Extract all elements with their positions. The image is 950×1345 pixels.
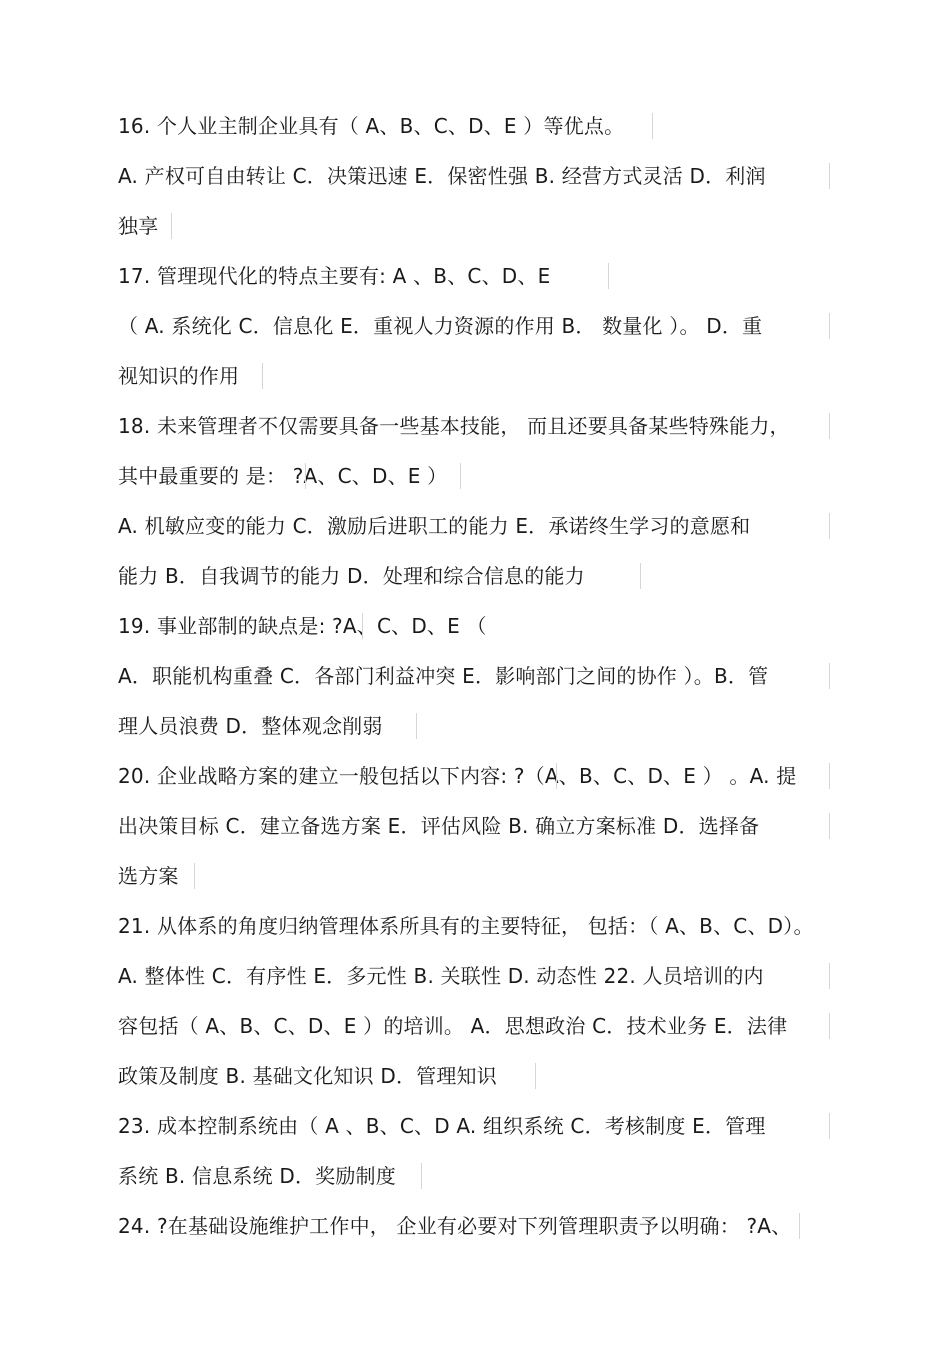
text-divider	[608, 263, 609, 289]
text-divider	[640, 563, 641, 589]
text-line: 系统 B. 信息系统 D．奖励制度	[118, 1164, 396, 1188]
text-divider	[262, 363, 263, 389]
text-line: A．职能机构重叠 C．各部门利益冲突 E．影响部门之间的协作 ）。B．管	[118, 664, 769, 688]
text-line: 能力 B．自我调节的能力 D．处理和综合信息的能力	[118, 564, 585, 588]
question-19-options-cont	[118, 709, 383, 743]
question-24-text	[118, 1209, 791, 1243]
text-divider	[829, 813, 830, 839]
question-19-options	[118, 659, 768, 693]
question-17-text	[118, 259, 550, 293]
text-divider	[171, 213, 172, 239]
question-23-text	[118, 1109, 766, 1143]
text-line: 20. 企业战略方案的建立一般包括以下内容: ?（A、B、C、D、E ） 。A. 提	[118, 764, 797, 788]
text-line: 19. 事业部制的缺点是: ?A、C、D、E （	[118, 614, 487, 638]
question-22-options-cont	[118, 1059, 497, 1093]
text-divider	[652, 113, 653, 139]
text-line: 理人员浪费 D．整体观念削弱	[118, 714, 383, 738]
text-divider	[535, 1063, 536, 1089]
text-divider	[362, 613, 363, 639]
text-line: A. 整体性 C．有序性 E．多元性 B. 关联性 D. 动态性 22. 人员培训的内	[118, 964, 764, 988]
text-divider	[305, 463, 306, 489]
text-divider	[829, 513, 830, 539]
text-line: 24. ?在基础设施维护工作中， 企业有必要对下列管理职责予以明确： ?A、	[118, 1214, 792, 1238]
question-21-22-options	[118, 959, 764, 993]
question-17-options	[118, 309, 762, 343]
text-divider	[829, 1113, 830, 1139]
text-line: 政策及制度 B. 基础文化知识 D．管理知识	[118, 1064, 497, 1088]
question-18-text-cont	[118, 459, 447, 493]
question-18-text	[118, 409, 790, 443]
text-divider	[829, 963, 830, 989]
text-line: 视知识的作用	[118, 364, 240, 388]
text-divider	[421, 1163, 422, 1189]
question-16-text	[118, 109, 624, 143]
text-divider	[829, 313, 830, 339]
text-line: 21. 从体系的角度归纳管理体系所具有的主要特征， 包括：（ A、B、C、D）。	[118, 914, 814, 938]
text-line: 18. 未来管理者不仅需要具备一些基本技能， 而且还要具备某些特殊能力，	[118, 414, 790, 438]
text-line: 23. 成本控制系统由（ A 、B、C、D A. 组织系统 C．考核制度 E．管理	[118, 1114, 766, 1138]
text-line: （ A. 系统化 C．信息化 E．重视人力资源的作用 B． 数量化 ）。 D．重	[118, 314, 763, 338]
question-23-options-cont	[118, 1159, 396, 1193]
text-divider	[829, 163, 830, 189]
text-line: 16. 个人业主制企业具有（ A、B、C、D、E ）等优点。	[118, 114, 625, 138]
text-line: 出决策目标 C．建立备选方案 E．评估风险 B. 确立方案标准 D．选择备	[118, 814, 760, 838]
question-18-options-cont	[118, 559, 585, 593]
question-16-options-cont	[118, 209, 158, 243]
question-20-options	[118, 809, 759, 843]
text-divider	[829, 663, 830, 689]
text-divider	[416, 713, 417, 739]
text-divider	[799, 1213, 800, 1239]
question-20-options-cont	[118, 859, 179, 893]
text-line: 17. 管理现代化的特点主要有: A 、B、C、D、E	[118, 264, 551, 288]
text-divider	[829, 763, 830, 789]
question-22-text	[118, 1009, 787, 1043]
text-line: A. 产权可自由转让 C．决策迅速 E．保密性强 B. 经营方式灵活 D．利润	[118, 164, 766, 188]
text-line: 容包括（ A、B、C、D、E ）的培训。 A．思想政治 C．技术业务 E．法律	[118, 1014, 788, 1038]
text-divider	[556, 763, 557, 789]
text-divider	[194, 863, 195, 889]
text-line: 选方案	[118, 864, 179, 888]
text-line: 其中最重要的 是： ?A、C、D、E ）	[118, 464, 448, 488]
text-divider	[829, 1013, 830, 1039]
question-20-text	[118, 759, 796, 793]
question-17-options-cont	[118, 359, 239, 393]
question-16-options	[118, 159, 766, 193]
question-18-options	[118, 509, 750, 543]
text-line: A. 机敏应变的能力 C．激励后进职工的能力 E．承诺终生学习的意愿和	[118, 514, 751, 538]
question-21-text	[118, 909, 814, 943]
text-line: 独享	[118, 214, 159, 238]
text-divider	[460, 463, 461, 489]
text-divider	[829, 413, 830, 439]
question-19-text	[118, 609, 487, 643]
